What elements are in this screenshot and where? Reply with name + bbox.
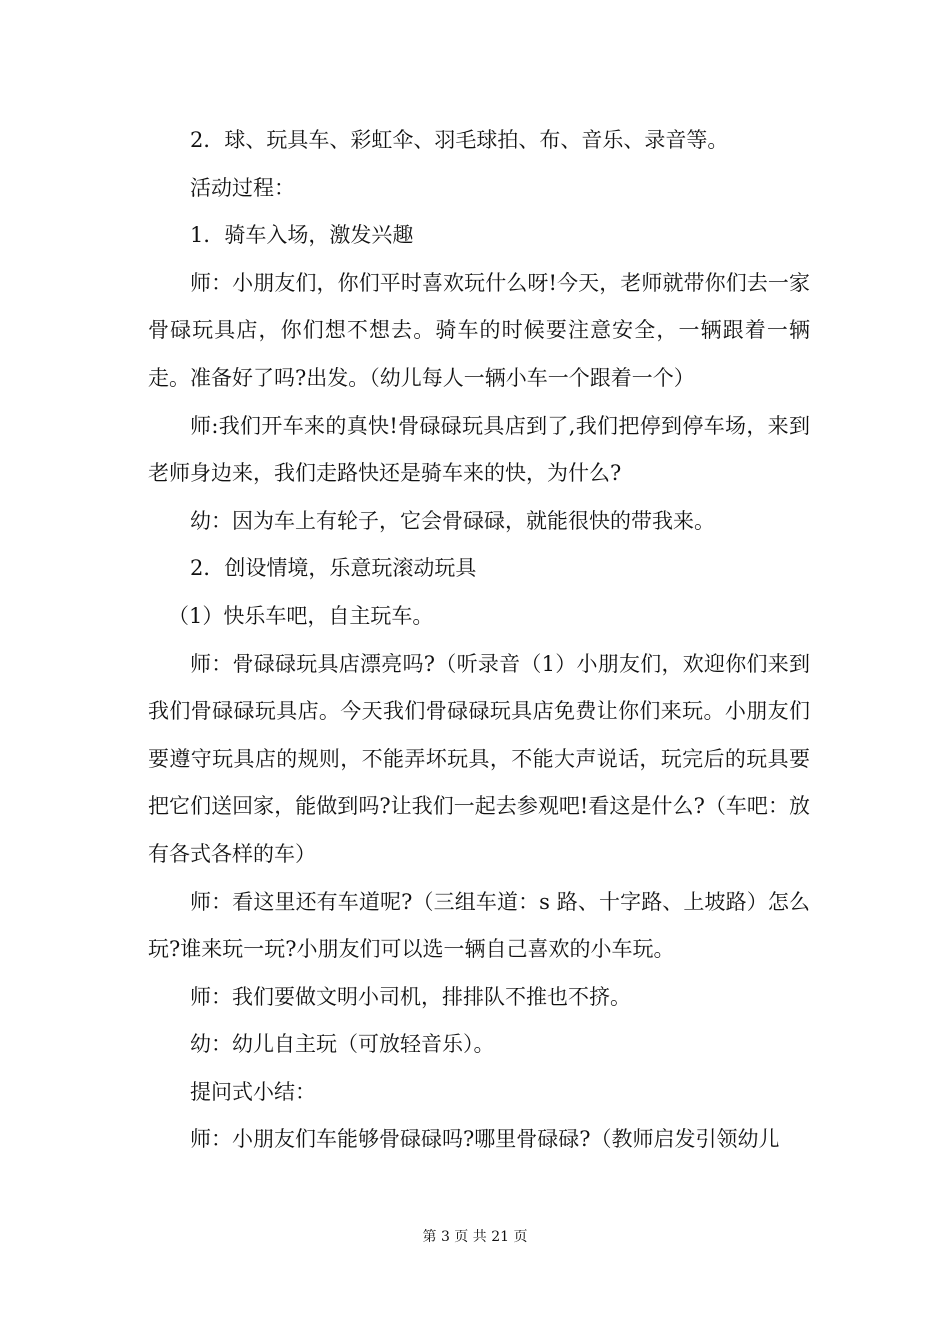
paragraph-step-2-heading: 2．创设情境，乐意玩滚动玩具 (190, 556, 477, 581)
paragraph-materials: 2．球、玩具车、彩虹伞、羽毛球拍、布、音乐、录音等。 (190, 128, 729, 152)
document-body (148, 117, 810, 1164)
paragraph-teacher-rules: 师：我们要做文明小司机，排排队不推也不挤。 (190, 984, 631, 1009)
paragraph-teacher-store: 师：骨碌碌玩具店漂亮吗?（听录音（1）小朋友们，欢迎你们来到我们骨碌碌玩具店。今天我们骨碌碌玩具店免费让你们来玩。小朋友们要遵守玩具店的规则，不能弄坏玩具，不能大声说话，玩完后的玩具要把它们送回家，能做到吗?让我们一起去参观吧!看这是什么?（车吧：放有各式各样的车） (148, 651, 810, 866)
paragraph-substep-1: （1）快乐车吧，自主玩车。 (168, 603, 434, 628)
page-number-label: 第 3 页 共 21 页 (422, 1229, 528, 1245)
paragraph-teacher-intro: 师：小朋友们，你们平时喜欢玩什么呀!今天，老师就带你们去一家骨碌玩具店，你们想不想去。骑车的时候要注意安全，一辆跟着一辆走。准备好了吗?出发。（幼儿每人一辆小车一个跟着一个） (148, 270, 810, 390)
paragraph-step-1-heading: 1．骑车入场，激发兴趣 (190, 223, 414, 248)
paragraph-summary-heading: 提问式小结： (190, 1079, 316, 1104)
paragraph-child-answer: 幼：因为车上有轮子，它会骨碌碌，就能很快的带我来。 (190, 508, 715, 533)
page-footer (0, 1227, 950, 1247)
paragraph-teacher-question: 师：小朋友们车能够骨碌碌吗?哪里骨碌碌?（教师启发引领幼儿 (190, 1127, 780, 1152)
paragraph-teacher-lanes: 师：看这里还有车道呢?（三组车道：s 路、十字路、上坡路）怎么玩?谁来玩一玩?小朋友们可以选一辆自己喜欢的小车玩。 (148, 889, 810, 962)
paragraph-child-play: 幼：幼儿自主玩（可放轻音乐）。 (190, 1032, 495, 1057)
paragraph-process-heading: 活动过程： (190, 175, 295, 200)
paragraph-teacher-arrival: 师:我们开车来的真快!骨碌碌玩具店到了,我们把停到停车场，来到老师身边来，我们走路快还是骑车来的快，为什么? (148, 413, 810, 486)
